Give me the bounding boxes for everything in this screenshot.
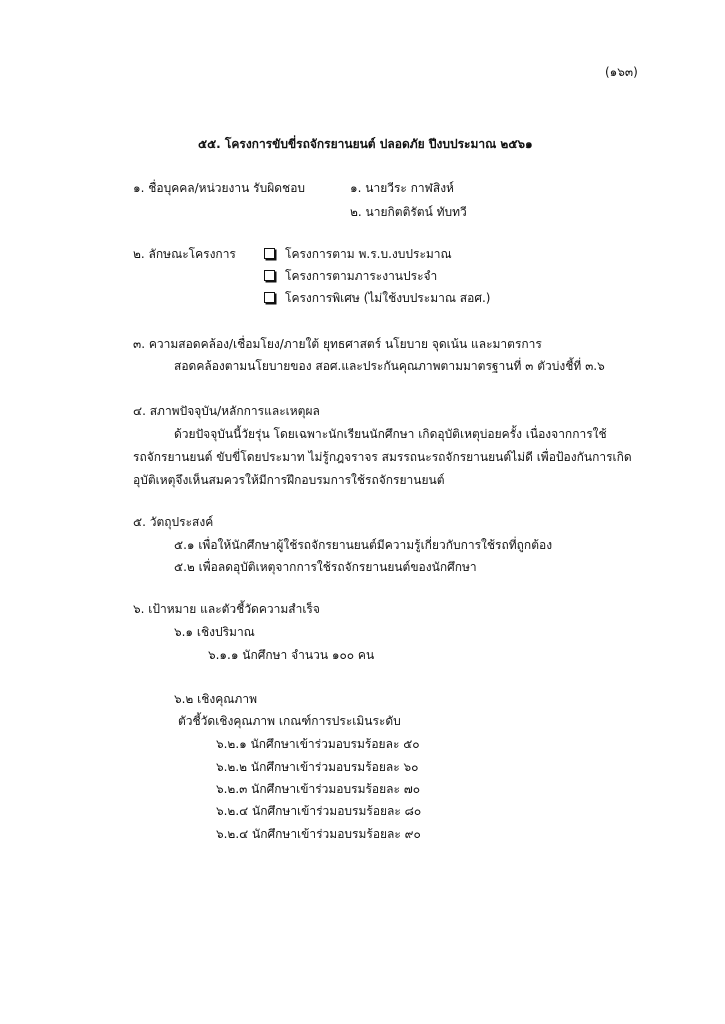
section-2-label: ๒. ลักษณะโครงการ — [133, 247, 236, 261]
qualitative-item: ๖.๒.๒ นักศึกษาเข้าร่วมอบรมร้อยละ ๖๐ — [216, 760, 419, 774]
qualitative-item: ๖.๒.๔ นักศึกษาเข้าร่วมอบรมร้อยละ ๘๐ — [216, 804, 422, 818]
rationale-line: ด้วยปัจจุบันนี้วัยรุ่น โดยเฉพาะนักเรียนนักศึกษา เกิดอุบัติเหตุบ่อยครั้ง เนื่องจากการใช้ — [174, 427, 607, 441]
page-number: (๑๖๓) — [605, 65, 638, 79]
section-4-label: ๔. สภาพปัจจุบัน/หลักการและเหตุผล — [133, 404, 320, 418]
objective-item: ๕.๑ เพื่อให้นักศึกษาผู้ใช้รถจักรยานยนต์มีความรู้เกี่ยวกับการใช้รถที่ถูกต้อง — [174, 538, 553, 552]
responsible-person-1: ๑. นายวีระ กาฬสิงห์ — [350, 181, 454, 195]
rationale-line: รถจักรยานยนต์ ขับขี่โดยประมาท ไม่รู้กฎจราจร สมรรถนะรถจักรยานยนต์ไม่ดี เพื่อป้องกันการเกิด — [133, 450, 632, 464]
section-3-label: ๓. ความสอดคล้อง/เชื่อมโยง/ภายใต้ ยุทธศาสตร์ นโยบาย จุดเน้น และมาตรการ — [133, 337, 542, 351]
qualitative-item: ๖.๒.๓ นักศึกษาเข้าร่วมอบรมร้อยละ ๗๐ — [216, 782, 421, 796]
project-type-label: โครงการตาม พ.ร.บ.งบประมาณ — [285, 247, 452, 261]
checkbox-icon — [264, 270, 275, 281]
section-1-label: ๑. ชื่อบุคคล/หน่วยงาน รับผิดชอบ — [133, 181, 306, 195]
objective-item: ๕.๒ เพื่อลดอุบัติเหตุจากการใช้รถจักรยานยนต์ของนักศึกษา — [174, 560, 477, 574]
quantitative-label: ๖.๑ เชิงปริมาณ — [174, 625, 255, 639]
qualitative-label: ๖.๒ เชิงคุณภาพ — [174, 692, 257, 706]
qualitative-subtitle: ตัวชี้วัดเชิงคุณภาพ เกณฑ์การประเมินระดับ — [178, 714, 401, 728]
quantitative-item: ๖.๑.๑ นักศึกษา จำนวน ๑๐๐ คน — [208, 648, 375, 662]
responsible-person-2: ๒. นายกิตติรัตน์ ทับทวี — [350, 205, 467, 219]
project-type-option — [264, 290, 490, 306]
section-5-label: ๕. วัตถุประสงค์ — [133, 515, 214, 529]
project-type-option — [264, 268, 437, 284]
checkbox-icon — [264, 248, 275, 259]
checkbox-icon — [264, 292, 275, 303]
section-6-label: ๖. เป้าหมาย และตัวชี้วัดความสำเร็จ — [133, 602, 320, 616]
rationale-line: อุบัติเหตุจึงเห็นสมควรให้มีการฝึกอบรมการใช้รถจักรยานยนต์ — [133, 473, 445, 487]
qualitative-item: ๖.๒.๑ นักศึกษาเข้าร่วมอบรมร้อยละ ๕๐ — [216, 737, 420, 751]
document-title: ๕๕. โครงการขับขี่รถจักรยานยนต์ ปลอดภัย ปีงบประมาณ ๒๕๖๑ — [198, 137, 533, 151]
qualitative-item: ๖.๒.๔ นักศึกษาเข้าร่วมอบรมร้อยละ ๙๐ — [216, 827, 421, 841]
section-3-text: สอดคล้องตามนโยบายของ สอศ.และประกันคุณภาพตามมาตรฐานที่ ๓ ตัวบ่งชี้ที่ ๓.๖ — [174, 359, 605, 373]
project-type-option — [264, 246, 452, 262]
project-type-label: โครงการตามภาระงานประจำ — [285, 269, 438, 283]
project-type-label: โครงการพิเศษ (ไม่ใช้งบประมาณ สอศ.) — [285, 291, 491, 305]
